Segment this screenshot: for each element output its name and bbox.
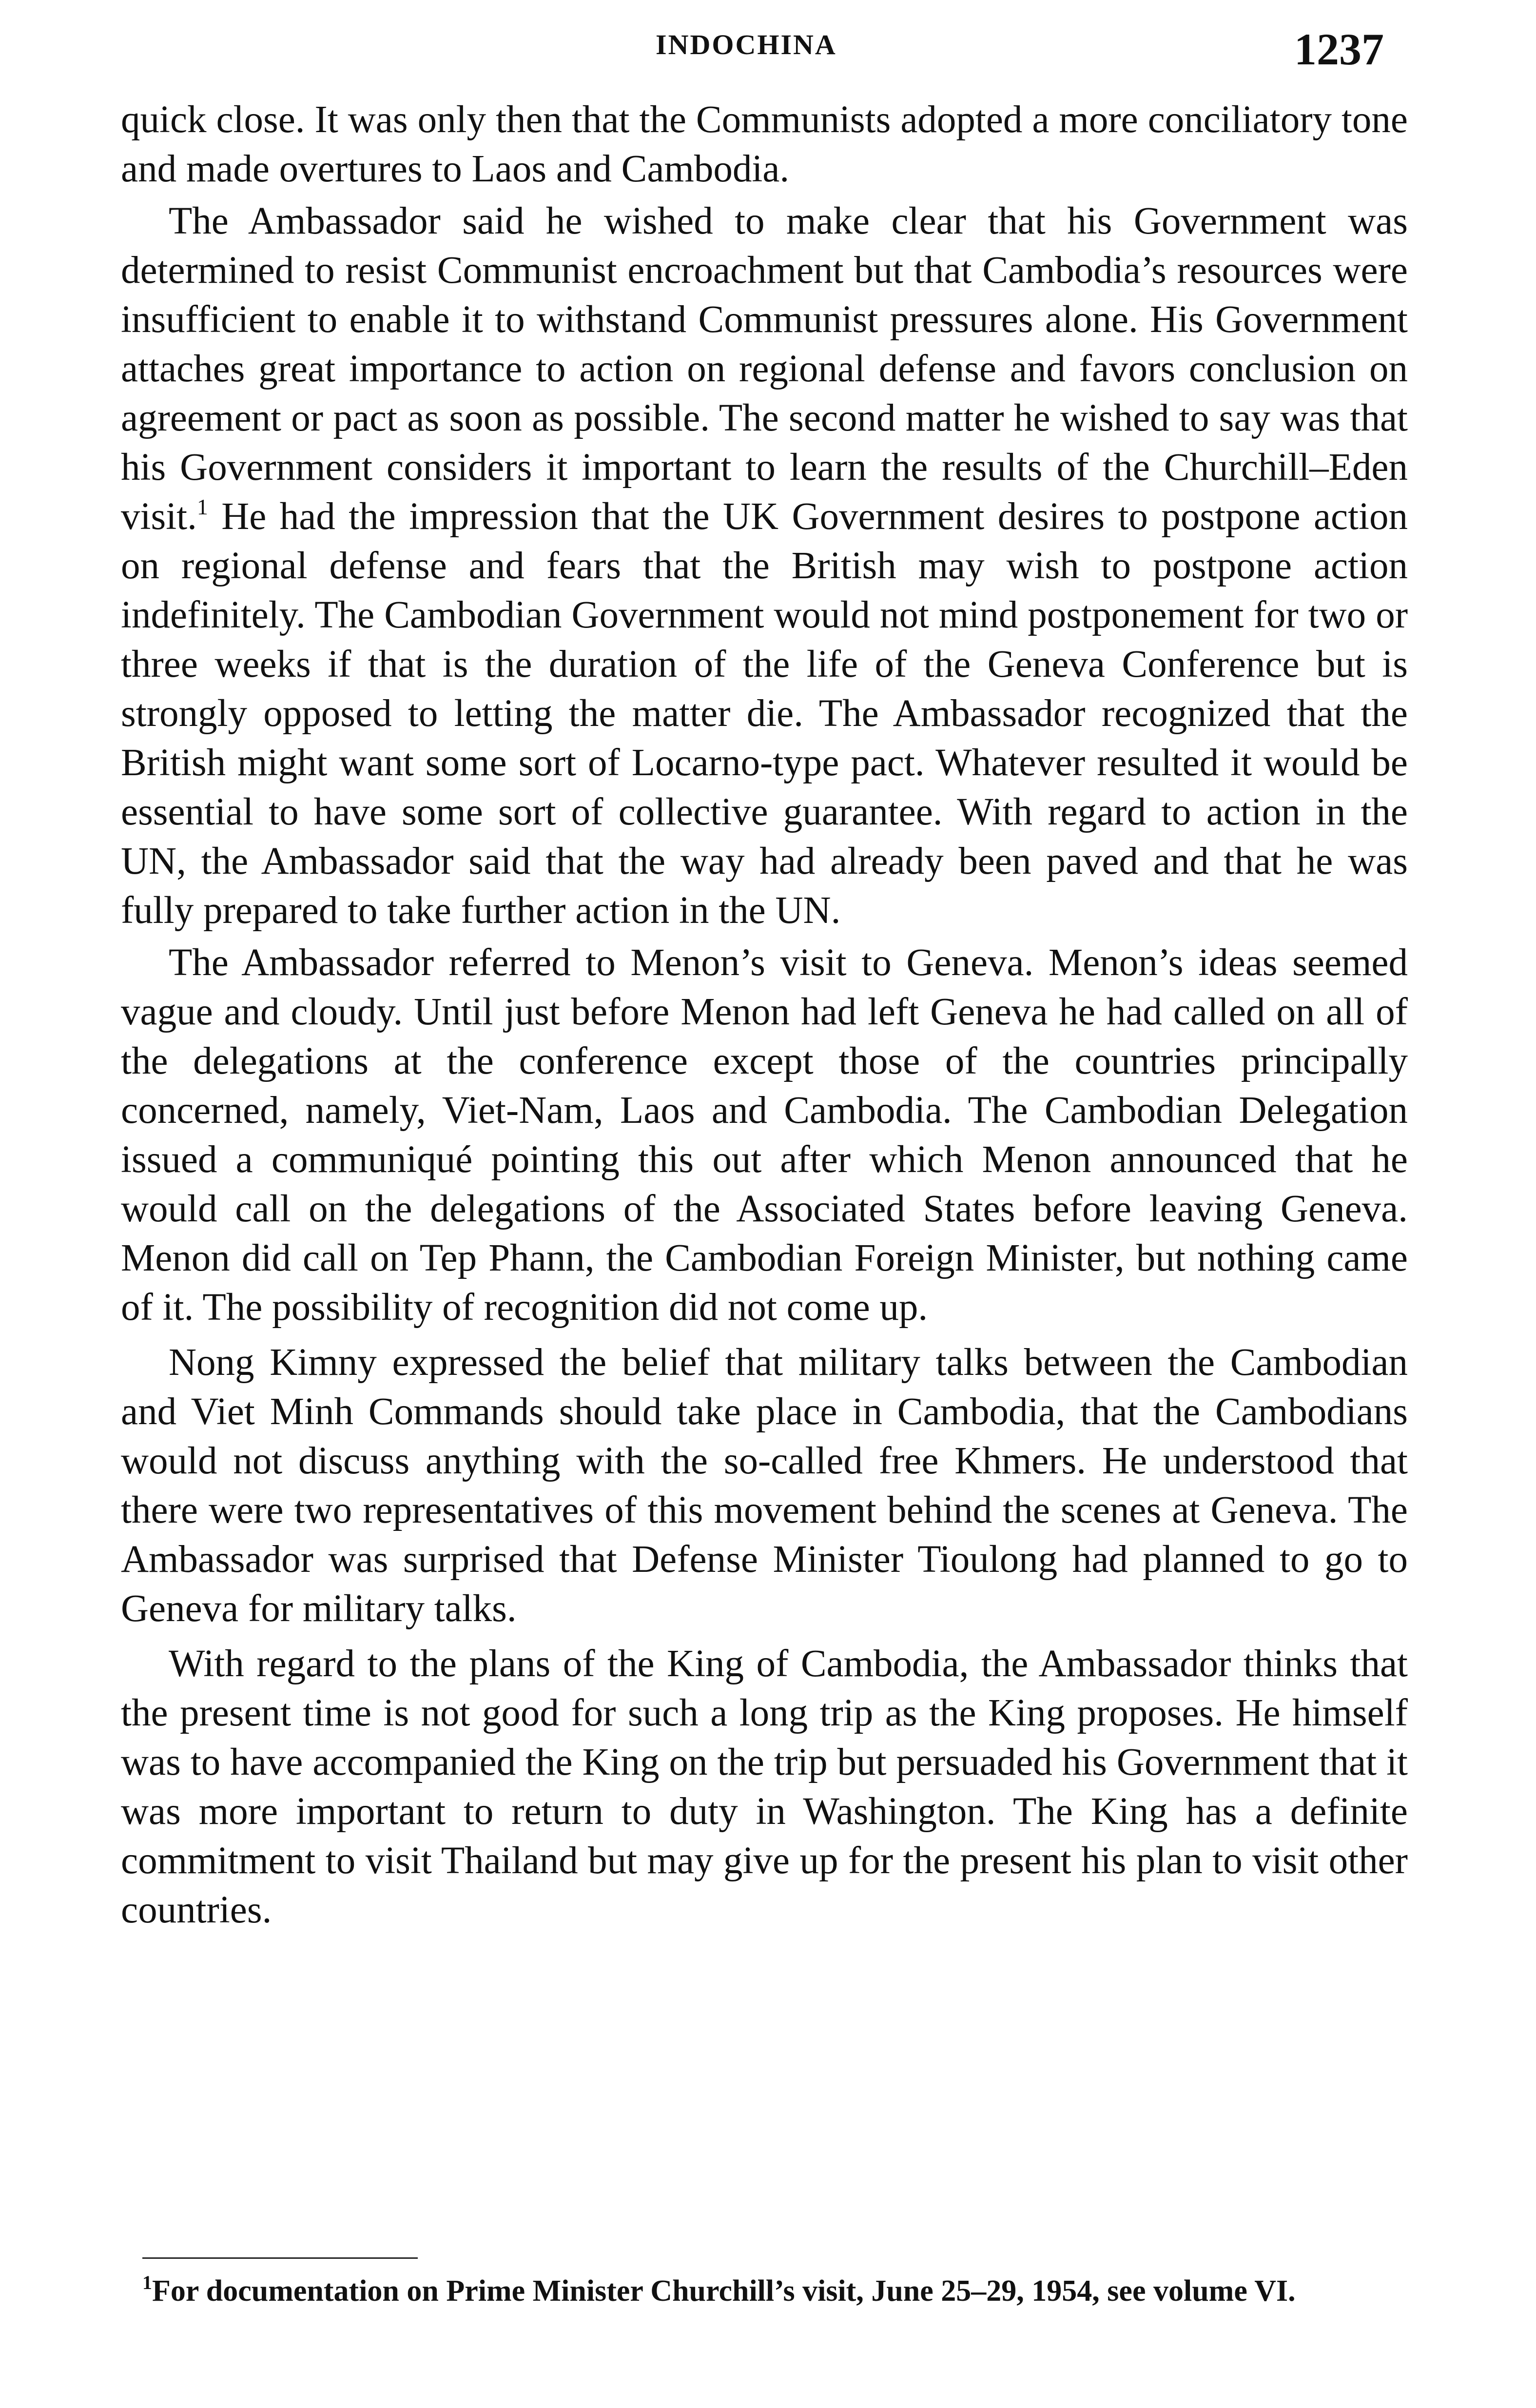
paragraph-continued: quick close. It was only then that the Communists adopted a more conciliatory tone and made overtures to Laos and Cambodia. [121,98,1408,190]
footnote [142,2271,1410,2311]
body-text [121,95,1408,1938]
paragraph-text-part-2: He had the impression that the UK Government desires to postpone action on regional defense and fears that the British may wish to postpone action indefinitely. The Cambodian Government would not mind postponement for two or three weeks if that is the duration of the life of the Geneva Conference but is strongly opposed to letting the matter die. The Ambassador recognized that the British might want some sort of Locarno-type pact. Whatever resulted it would be essential to have some sort of collective guarantee. With regard to action in the UN, the Ambassador said that the way had already been paved and that he was fully prepared to take further action in the UN. [121,495,1408,932]
paragraph-military-talks: Nong Kimny expressed the belief that military talks between the Cambodian and Viet Minh Commands should take place in Cambodia, that the Cambodians would not discuss anything with the so-called free Khmers. He understood that there were two representatives of this movement behind the scenes at Geneva. The Ambassador was surprised that Defense Minister Tioulong had planned to go to Geneva for military talks. [121,1341,1408,1630]
paragraph-menon-visit: The Ambassador referred to Menon’s visit to Geneva. Menon’s ideas seemed vague and cloudy. Until just before Menon had left Geneva he had called on all of the delegations at the conference except those of the countries principally concerned, namely, Viet-Nam, Laos and Cambodia. The Cambodian Delegation issued a communiqué pointing this out after which Menon announced that he would call on the delegations of the Associated States before leaving Geneva. Menon did call on Tep Phann, the Cambodian Foreign Minister, but nothing came of it. The possibility of recognition did not come up. [121,941,1408,1329]
paragraph-ambassador-position [121,196,1408,935]
running-head: INDOCHINA [656,29,837,60]
footnote-reference: 1 [196,494,208,519]
page-number: 1237 [1294,24,1384,74]
footnote-divider [142,2257,418,2259]
footnote-text: For documentation on Prime Minister Churchill’s visit, June 25–29, 1954, see volume VI. [152,2274,1296,2308]
paragraph-text-part-1: The Ambassador said he wished to make clear that his Government was determined to resist Communist encroachment but that Cambodia’s resources were insufficient to enable it to withstand Communist pressures alone. His Government attaches great importance to action on regional defense and favors conclusion on agreement or pact as soon as possible. The second matter he wished to say was that his Government considers it important to learn the results of the Churchill–Eden visit. [121,200,1408,538]
paragraph-king-plans: With regard to the plans of the King of Cambodia, the Ambassador thinks that the present time is not good for such a long trip as the King proposes. He himself was to have accompanied the King on the trip but persuaded his Government that it was more important to return to duty in Washington. The King has a definite commitment to visit Thailand but may give up for the present his plan to visit other countries. [121,1643,1408,1931]
footnote-marker: 1 [142,2271,152,2293]
